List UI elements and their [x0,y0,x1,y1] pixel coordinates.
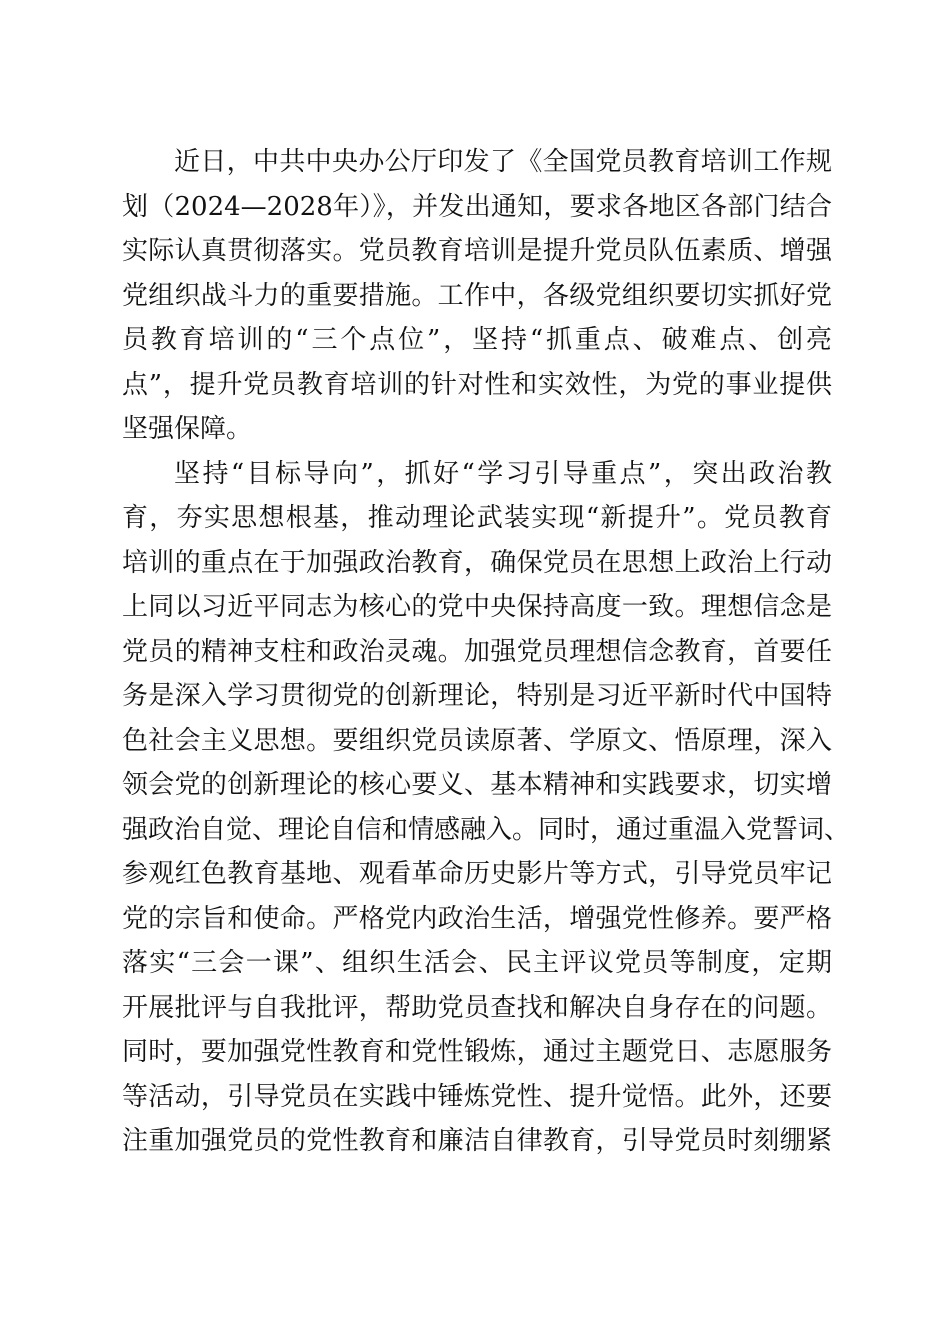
paragraph-2 [122,452,851,1164]
text-line: 注重加强党员的党性教育和廉洁自律教育，引导党员时刻绷紧 [122,1126,832,1156]
text-line: 划（2024—2028年）》，并发出通知，要求各地区各部门结合 [122,191,832,222]
text-line: 员教育培训的“三个点位”，坚持“抓重点、破难点、创亮 [122,325,832,355]
text-line: 等活动，引导党员在实践中锤炼党性、提升觉悟。此外，还要 [122,1081,832,1112]
text-line: 党的宗旨和使命。严格党内政治生活，增强党性修养。要严格 [122,903,832,934]
article-body [122,140,851,1164]
text-line: 点”，提升党员教育培训的针对性和实效性，为党的事业提供 [122,369,832,400]
text-line: 坚强保障。 [122,414,253,444]
text-line: 育，夯实思想根基，推动理论武装实现“新提升”。党员教育 [122,503,832,533]
text-line: 坚持“目标导向”，抓好“学习引导重点”，突出政治教 [174,458,832,489]
text-line: 务是深入学习贯彻党的创新理论，特别是习近平新时代中国特 [122,681,832,711]
text-line: 党组织战斗力的重要措施。工作中，各级党组织要切实抓好党 [122,280,832,311]
text-line: 培训的重点在于加强政治教育，确保党员在思想上政治上行动 [122,547,832,578]
text-line: 党员的精神支柱和政治灵魂。加强党员理想信念教育，首要任 [122,636,832,667]
text-line: 强政治自觉、理论自信和情感融入。同时，通过重温入党誓词、 [122,814,851,845]
paragraph-1 [122,140,832,452]
text-line: 参观红色教育基地、观看革命历史影片等方式，引导党员牢记 [122,859,832,889]
text-line: 开展批评与自我批评，帮助党员查找和解决自身存在的问题。 [122,992,832,1023]
text-line: 上同以习近平同志为核心的党中央保持高度一致。理想信念是 [122,592,832,622]
text-line: 实际认真贯彻落实。党员教育培训是提升党员队伍素质、增强 [122,236,832,266]
text-line: 色社会主义思想。要组织党员读原著、学原文、悟原理，深入 [122,725,832,756]
text-line: 近日，中共中央办公厅印发了《全国党员教育培训工作规 [174,147,832,177]
text-line: 领会党的创新理论的核心要义、基本精神和实践要求，切实增 [122,770,832,800]
text-line: 落实“三会一课”、组织生活会、民主评议党员等制度，定期 [122,948,832,978]
text-line: 同时，要加强党性教育和党性锻炼，通过主题党日、志愿服务 [122,1037,832,1067]
